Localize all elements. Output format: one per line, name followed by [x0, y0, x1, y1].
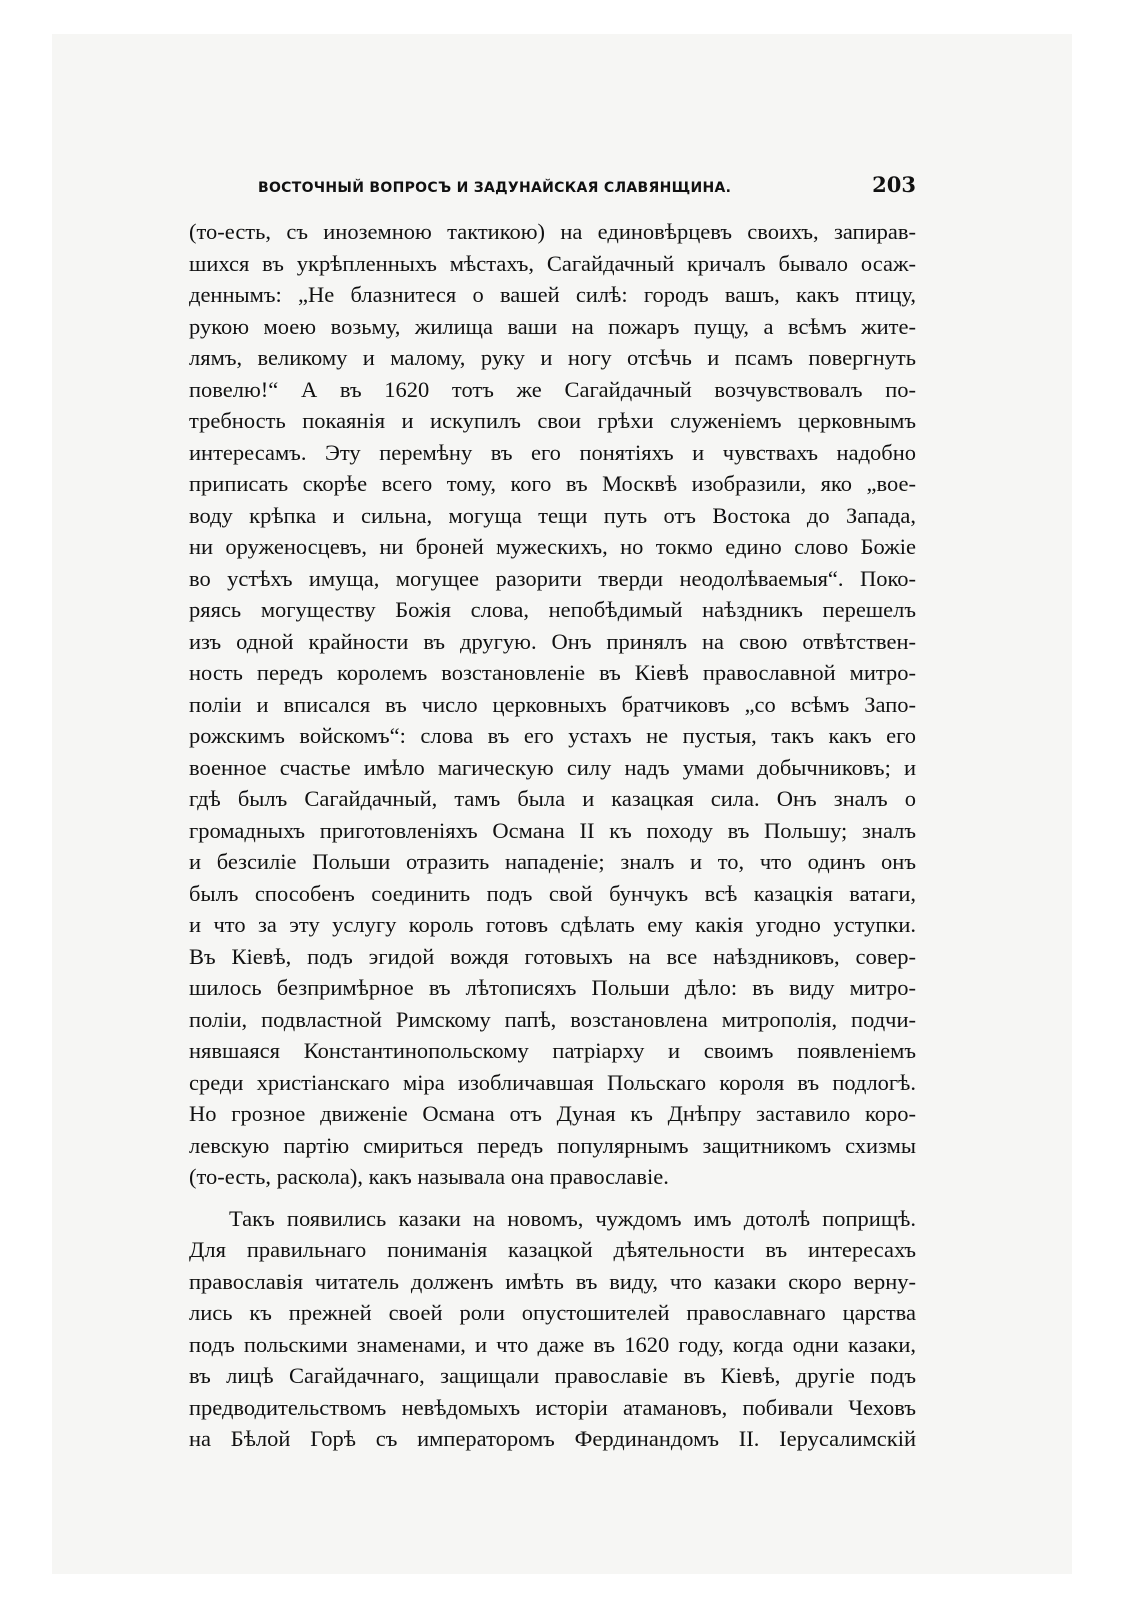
text-line: въ лицѣ Сагайдачнаго, защищали православіе въ Кіевѣ, другіе подъ: [189, 1363, 916, 1388]
paragraph: [189, 1203, 916, 1455]
text-line: Но грозное движеніе Османа отъ Дуная къ Днѣпру заставило коро-: [189, 1101, 916, 1126]
text-line: гдѣ былъ Сагайдачный, тамъ была и казацкая сила. Онъ зналъ о: [189, 786, 916, 811]
text-line: былъ способенъ соединить подъ свой бунчукъ всѣ казацкія ватаги,: [189, 880, 916, 906]
text-line: громадныхъ приготовленіяхъ Османа II къ походу въ Польшу; зналъ: [189, 817, 916, 843]
text-line: рукою моею возьму, жилища ваши на пожаръ пущу, а всѣмъ жите-: [189, 313, 916, 339]
text-line: Такъ появились казаки на новомъ, чуждомъ имъ дотолѣ поприщѣ.: [229, 1205, 916, 1231]
text-line: нявшаяся Константинопольскому патріарху и своимъ появленіемъ: [189, 1038, 916, 1063]
text-line: лямъ, великому и малому, руку и ногу отсѣчь и псамъ повергнуть: [189, 345, 916, 370]
text-line: Въ Кіевѣ, подъ эгидой вождя готовыхъ на все наѣздниковъ, совер-: [189, 943, 916, 969]
text-line: ни оруженосцевъ, ни броней мужескихъ, но токмо едино слово Божіе: [189, 534, 916, 559]
text-line: (то-есть, съ иноземною тактикою) на единовѣрцевъ своихъ, запирав-: [189, 219, 916, 244]
text-line: требность покаянія и искупилъ свои грѣхи служеніемъ церковнымъ: [189, 408, 916, 433]
text-line: поліи и вписался въ число церковныхъ братчиковъ „со всѣмъ Запо-: [189, 691, 916, 717]
text-line: и что за эту услугу король готовъ сдѣлать ему какія угодно уступки.: [189, 912, 916, 937]
page-header: [258, 172, 916, 197]
text-line: православія читатель долженъ имѣть въ виду, что казаки скоро верну-: [189, 1268, 916, 1294]
paragraph: [189, 216, 916, 1193]
text-line: воду крѣпка и сильна, могуща тещи путь отъ Востока до Запада,: [189, 502, 916, 528]
text-line: предводительствомъ невѣдомыхъ исторіи атамановъ, побивали Чеховъ: [189, 1394, 916, 1420]
text-line: Для правильнаго пониманія казацкой дѣятельности въ интересахъ: [189, 1237, 916, 1262]
text-line: поліи, подвластной Римскому папѣ, возстановлена митрополія, подчи-: [189, 1006, 916, 1032]
text-line: и безсиліе Польши отразить нападеніе; зналъ и то, что одинъ онъ: [189, 849, 916, 874]
text-line: левскую партію смириться передъ популярнымъ защитникомъ схизмы: [189, 1132, 916, 1158]
text-line: рожскимъ войскомъ“: слова въ его устахъ не пустыя, такъ какъ его: [189, 723, 916, 748]
text-line: во устѣхъ имуща, могущее разорити тверди неодолѣваемыя“. Поко-: [189, 565, 916, 591]
text-line: деннымъ: „Не блазнитеся о вашей силѣ: городъ вашъ, какъ птицу,: [189, 282, 916, 307]
body-text: [189, 216, 916, 1455]
text-line: лись къ прежней своей роли опустошителей православнаго царства: [189, 1300, 916, 1325]
text-line: ность передъ королемъ возстановленіе въ Кіевѣ православной митро-: [189, 660, 916, 685]
text-line: интересамъ. Эту перемѣну въ его понятіяхъ и чувствахъ надобно: [189, 439, 916, 465]
text-line: изъ одной крайности въ другую. Онъ принялъ на свою отвѣтствен-: [189, 628, 916, 654]
text-line: среди христіанскаго міра изобличавшая Польскаго короля въ подлогѣ.: [189, 1069, 916, 1095]
text-line: военное счастье имѣло магическую силу надъ умами добычниковъ; и: [189, 754, 916, 780]
text-line: приписать скорѣе всего тому, кого въ Москвѣ изобразили, яко „вое-: [189, 471, 916, 496]
text-line: шилось безпримѣрное въ лѣтописяхъ Польши дѣло: въ виду митро-: [189, 975, 916, 1000]
page-number: 203: [872, 172, 916, 197]
text-line: на Бѣлой Горѣ съ императоромъ Фердинандомъ II. Іерусалимскій: [189, 1426, 916, 1451]
running-title: ВОСТОЧНЫЙ ВОПРОСЪ И ЗАДУНАЙСКАЯ СЛАВЯНЩИНА.: [258, 180, 732, 196]
text-line: (то-есть, раскола), какъ называла она православіе.: [189, 1164, 669, 1189]
text-line: повелю!“ А въ 1620 тотъ же Сагайдачный возчувствовалъ по-: [189, 376, 916, 402]
text-line: подъ польскими знаменами, и что даже въ 1620 году, когда одни казаки,: [189, 1331, 916, 1357]
text-line: шихся въ укрѣпленныхъ мѣстахъ, Сагайдачный кричалъ бывало осаж-: [189, 250, 916, 276]
text-line: ряясь могуществу Божія слова, непобѣдимый наѣздникъ перешелъ: [189, 597, 916, 622]
paragraph-gap: [189, 1193, 916, 1203]
